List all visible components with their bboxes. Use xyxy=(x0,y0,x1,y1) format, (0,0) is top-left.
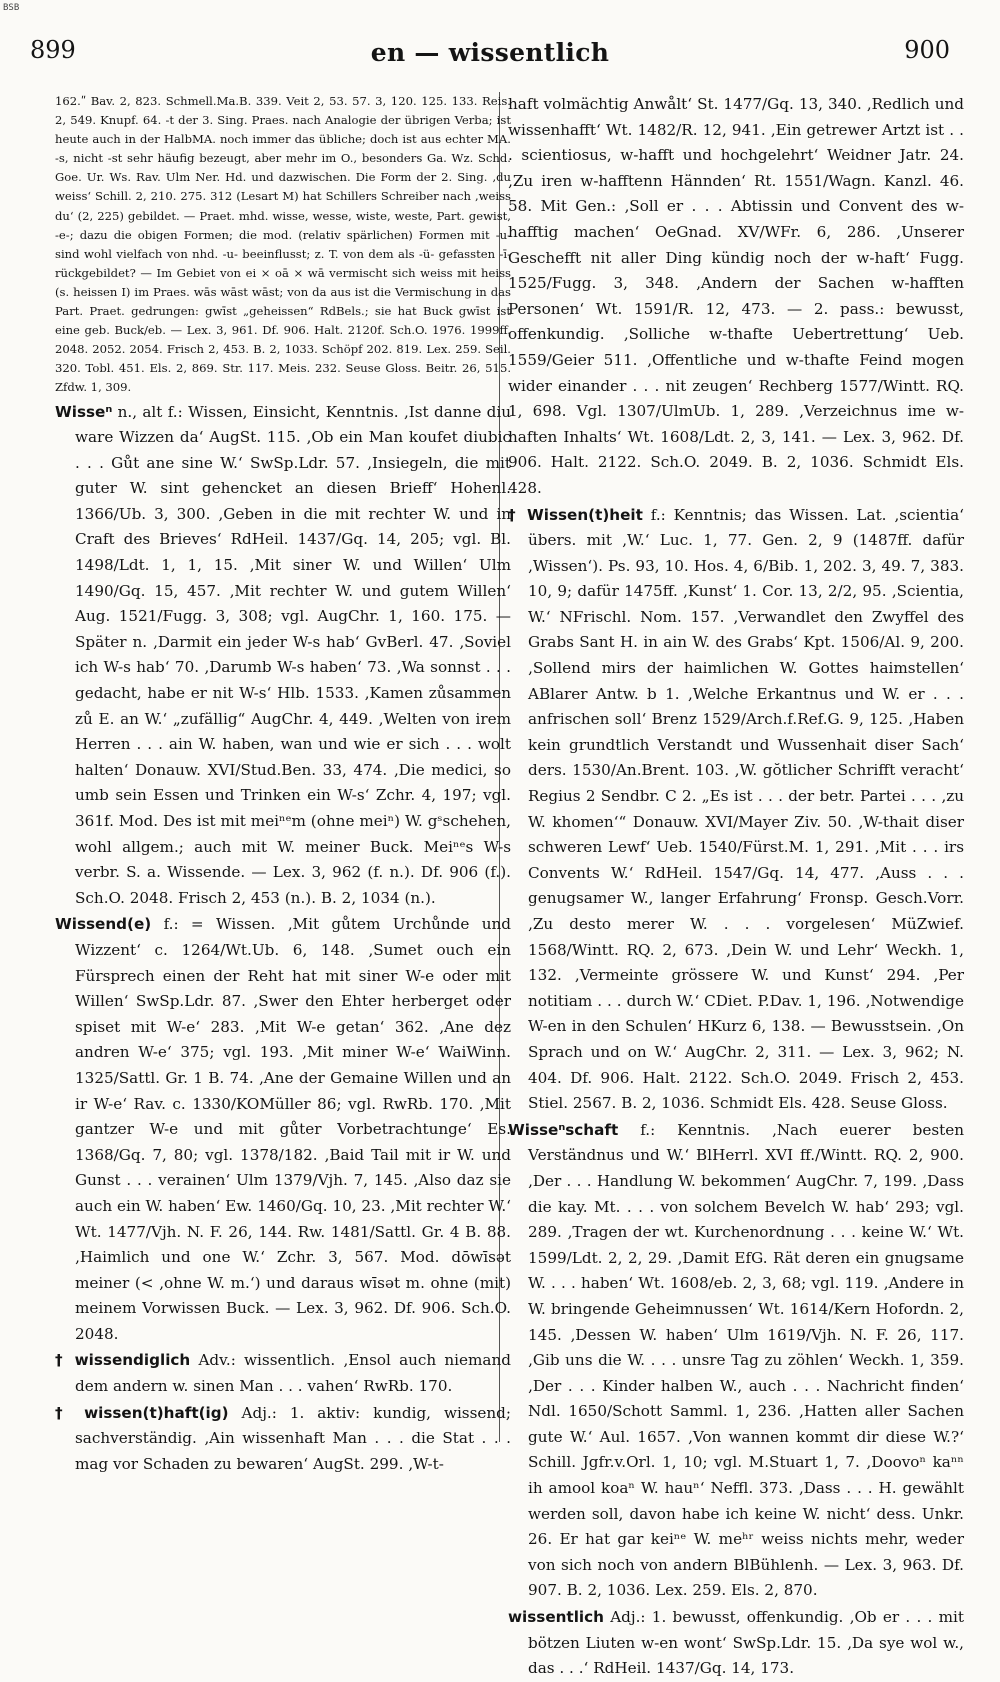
entry-wissen xyxy=(55,400,511,912)
entry-headword: † wissendiglich xyxy=(55,1351,191,1370)
entry-body: Adv.: wissentlich. ‚Ensol auch niemand dem andern w. sinen Man . . . vahen‘ RwRb. 170. xyxy=(75,1351,511,1396)
entry-wissenschaft xyxy=(508,1118,964,1604)
page-header xyxy=(30,36,950,76)
entry-wissentheit xyxy=(508,503,964,1117)
entry-headword: † Wissen(t)heit xyxy=(508,505,643,524)
right-column xyxy=(508,92,965,1678)
page-number-left: 899 xyxy=(30,36,76,64)
entry-wissendiglich xyxy=(55,1348,511,1399)
page-number-right: 900 xyxy=(904,36,950,64)
entry-body: f.: = Wissen. ‚Mit gůtem Urchůnde und Wizzent‘ c. 1264/Wt.Ub. 6, 148. ‚Sumet ouch ein Fürsprech einen der Reht hat mit siner W-e oder mit Willen‘ SwSp.Ldr. 87. ‚Swer den Ehter herberget oder spiset mit W-e‘ 283. ‚Mit W-e getan‘ 362. ‚Ane dez andren W-e‘ 375; vgl. 193. ‚Mit miner W-e‘ WaiWinn. 1325/Sattl. Gr. 1 B. 74. ‚Ane der Gemaine Willen und an ir W-e‘ Rav. c. 1330/KOMüller 86; vgl. RwRb. 170. ‚Mit gantzer W-e und mit gůter Vorbetrachtunge‘ Es. 1368/Gq. 7, 80; vgl. 1378/182. ‚Baid Tail mit ir W. und Gunst . . . verainen‘ Ulm 1379/Vjh. 7, 145. ‚Also daz sie auch ein W. haben‘ Ew. 1460/Gq. 10, 23. ‚Mit rechter W.‘ Wt. 1477/Vjh. N. F. 26, 144. Rw. 1481/Sattl. Gr. 4 B. 88. ‚Haimlich und one W.‘ Zchr. 3, 567. Mod. dōwīsət meiner (< ‚ohne W. m.‘) und daraus wīsət m. ohne (mit) meinem Vorwissen Buck. — Lex. 3, 962. Df. 906. Sch.O. 2048. xyxy=(75,915,511,1343)
entry-body: Adj.: 1. aktiv: kundig, wissend; sachverständig. ‚Ain wissenhaft Man . . . die Stat . . . mag vor Schaden zu bewaren‘ AugSt. 299. ‚W-t- xyxy=(75,1403,512,1473)
entry-body: n., alt f.: Wissen, Einsicht, Kenntnis. ‚Ist danne diu ware Wizzen da‘ AugSt. 115. ‚Ob ein Man koufet diubic . . . Gůt ane sine W.‘ SwSp.Ldr. 57. ‚Insiegeln, die mit guter W. sint gehencket an diesen Brieff‘ Hohenl. 1366/Ub. 3, 300. ‚Geben in die mit rechter W. und in Craft des Brieves‘ RdHeil. 1437/Gq. 14, 205; vgl. Bl. 1498/Ldt. 1, 1, 15. ‚Mit siner W. und Willen‘ Ulm 1490/Gq. 15, 457. ‚Mit rechter W. und gutem Willen‘ Aug. 1521/Fugg. 3, 308; vgl. AugChr. 1, 160. 175. — Später n. ‚Darmit ein jeder W-s hab‘ GvBerl. 47. ‚Soviel ich W-s hab‘ 70. ‚Darumb W-s haben‘ 73. ‚Wa sonnst . . . gedacht, habe er nit W-s‘ Hlb. 1533. ‚Kamen zůsammen zů E. an W.‘ „zufällig“ AugChr. 4, 449. ‚Welten von irem Herren . . . ain W. haben, wan und wie er sich . . . wolt halten‘ Donauw. XVI/Stud.Ben. 33, 474. ‚Die medici, so umb sein Essen und Trinken ein W-s‘ Zchr. 4, 197; vgl. 361f. Mod. Des ist mit meiⁿᵉm (ohne meiⁿ) W. gˢschehen, wohl allgem.; auch mit W. meiner Buck. Meiⁿᵉs W-s verbr. S. a. Wissende. — Lex. 3, 962 (f. n.). Df. 906 (f.). Sch.O. 2048. Frisch 2, 453 (n.). B. 2, 1034 (n.). xyxy=(75,402,512,907)
entry-body: f.: Kenntnis; das Wissen. Lat. ‚scientia‘ übers. mit ‚W.‘ Luc. 1, 77. Gen. 2, 9 (1487ff. dafür ‚Wissen‘). Ps. 93, 10. Hos. 4, 6/Bib. 1, 202. 3, 49. 7, 383. 10, 9; dafür 1475ff. ‚Kunst‘ 1. Cor. 13, 2/2, 95. ‚Scientia, W.‘ NFrischl. Nom. 157. ‚Verwandlet den Zwyffel des Grabs Sant H. in ain W. des Grabs‘ Kpt. 1506/Al. 9, 200. ‚Sollend mirs der haimlichen W. Gottes haimstellen‘ ABlarer Antw. b 1. ‚Welche Erkantnus und W. er . . . anfrischen soll‘ Brenz 1529/Arch.f.Ref.G. 9, 125. ‚Haben kein grundtlich Verstandt und Wussenhait diser Sach‘ ders. 1530/An.Brent. 103. ‚W. gŏtlicher Schrifft veracht‘ Regius 2 Sendbr. C 2. „Es ist . . . der betr. Partei . . . ‚zu W. khomen‘“ Donauw. XVI/Mayer Ziv. 50. ‚W-thait diser schweren Lewf‘ Ueb. 1540/Fürst.M. 1, 291. ‚Mit . . . irs Convents W.‘ RdHeil. 1547/Gq. 14, 477. ‚Auss . . . genugsamer W., langer Erfahrung‘ Fronsp. Gesch.Vorr. ‚Zu desto merer W. . . . vorgelesen‘ MüZwief. 1568/Wintt. RQ. 2, 673. ‚Dein W. und Lehr‘ Weckh. 1, 132. ‚Vermeinte grössere W. und Kunst‘ 294. ‚Per notitiam . . . durch W.‘ CDiet. P.Dav. 1, 196. ‚Notwendige W-en in den Schulen‘ HKurz 6, 138. — Bewusstsein. ‚On Sprach und on W.‘ AugChr. 2, 311. — Lex. 3, 962; N. 404. Df. 906. Halt. 2122. Sch.O. 2049. Frisch 2, 453. Stiel. 2567. B. 2, 1036. Schmidt Els. 428. Seuse Gloss. xyxy=(528,505,964,1113)
entry-headword: † wissen(t)haft(ig) xyxy=(55,1403,229,1422)
left-column xyxy=(55,92,511,1487)
entry-body: f.: Kenntnis. ‚Nach euerer besten Verständnus und W.‘ BlHerrl. XVI ff./Wintt. RQ. 2, 900. ‚Der . . . Handlung W. bekommen‘ AugChr. 7, 199. ‚Dass die kay. Mt. . . . von solchem Bevelch W. hab‘ 293; vgl. 289. ‚Tragen der wt. Kurchenordnung . . . keine W.‘ Wt. 1599/Ldt. 2, 2, 29. ‚Damit EfG. Rät deren ein gnugsame W. . . . haben‘ Wt. 1608/eb. 2, 3, 68; vgl. 119. ‚Andere in W. bringende Geheimnussen‘ Wt. 1614/Kern Hofordn. 2, 145. ‚Dessen W. haben‘ Ulm 1619/Vjh. N. F. 26, 117. ‚Gib uns die W. . . . unsre Tag zu zöhlen‘ Weckh. 1, 359. ‚Der . . . Kinder halben W., auch . . . Nachricht finden‘ Ndl. 1650/Schott Samml. 1, 236. ‚Hatten aller Sachen gute W.‘ Aul. 1657. ‚Von wannen kommt dir diese W.?‘ Schill. Jgfr.v.Orl. 1, 10; vgl. M.Stuart 1, 7. ‚Doovoⁿ kaⁿⁿ ih amool koaⁿ W. hauⁿ‘ Neffl. 373. ‚Dass . . . H. gewählt werden soll, davon habe ich keine W. nicht‘ dess. Unkr. 26. Er hat gar keiⁿᵉ W. meʰʳ weiss nichts mehr, weder von sich noch von andern BlBühlenh. — Lex. 3, 963. Df. 907. B. 2, 1036. Lex. 259. Els. 2, 870. xyxy=(528,1120,965,1600)
entry-headword: Wisseⁿ xyxy=(55,402,113,421)
entry-wissenthaftig xyxy=(55,1401,511,1478)
entry-wissende xyxy=(55,912,511,1347)
entry-headword: wissentlich xyxy=(508,1608,604,1627)
running-head: en — wissentlich xyxy=(370,38,610,67)
etymology-note: 162.ʺ Bav. 2, 823. Schmell.Ma.B. 339. Veit 2, 53. 57. 3, 120. 125. 133. Reis. 2, 549. Knupf. 64. -t der 3. Sing. Praes. nach Analogie der übrigen Verba; ist heute auch in der HalbMA. noch immer das übliche; doch ist aus echter MA. -s, nicht -st sehr häufig bezeugt, aber mehr im O., besonders Ga. Wz. Schd. Goe. Ur. Ws. Rav. Ulm Ner. Hd. und dazwischen. Die Form der 2. Sing. ‚du weiss‘ Schill. 2, 210. 275. 312 (Lesart M) hat Schillers Schreiber nach ‚weiss du‘ (2, 225) gebildet. — Praet. mhd. wisse, wesse, wiste, weste, Part. gewist, -e-; dazu die obigen Formen; die mod. (relativ spärlichen) Formen mit -u- sind wohl vielfach von nhd. -u- beeinflusst; z. T. von dem als -ü- gefassten -ī- rückgebildet? — Im Gebiet von ei × oā × wā vermischt sich weiss mit heiss (s. heissen I) im Praes. wās wāst wāst; von da aus ist die Vermischung in das Part. Praet. gedrungen: gwīst „geheissen“ RdBels.; sie hat Buck gwīst ist eine geb. Buck/eb. — Lex. 3, 961. Df. 906. Halt. 2120f. Sch.O. 1976. 1999ff. 2048. 2052. 2054. Frisch 2, 453. B. 2, 1033. Schöpf 202. 819. Lex. 259. Seil. 320. Tobl. 451. Els. 2, 869. Str. 117. Meis. 232. Seuse Gloss. Beitr. 26, 515. Zfdw. 1, 309. xyxy=(55,94,511,395)
entry-body: Adj.: 1. bewusst, offenkundig. ‚Ob er . . . mit bötzen Liuten w-en wont‘ SwSp.Ldr. 15. ‚Da sye wol w., das . . .‘ RdHeil. 1437/Gq. 14, 173. xyxy=(528,1608,964,1678)
entry-continuation: haft volmächtig Anwålt‘ St. 1477/Gq. 13, 340. ‚Redlich und wissenhafft‘ Wt. 1482/R. 12, 941. ‚Ein getrewer Artzt ist . . . scientiosus, w-hafft und hochgelehrt‘ Weidner Jatr. 24. ‚Zu iren w-hafftenn Hännden‘ Rt. 1551/Wagn. Kanzl. 46. 58. Mit Gen.: ‚Soll er . . . Abtissin und Convent des w-hafftig machen‘ OeGnad. XV/WFr. 6, 286. ‚Unserer Geschefft nit aller Ding kündig noch der w-haft‘ Fugg. 1525/Fugg. 3, 348. ‚Andern der Sachen w-hafften Personen‘ Wt. 1591/R. 12, 473. — 2. pass.: bewusst, offenkundig. ‚Solliche w-thafte Uebertrettung‘ Ueb. 1559/Geier 511. ‚Offentliche und w-thafte Feind mogen wider einander . . . nit zeugen‘ Rechberg 1577/Wintt. RQ. 1, 698. Vgl. 1307/UlmUb. 1, 289. ‚Verzeichnus ime w-haften Inhalts‘ Wt. 1608/Ldt. 2, 3, 141. — Lex. 3, 962. Df. 906. Halt. 2122. Sch.O. 2049. B. 2, 1036. Schmidt Els. 428. xyxy=(508,95,964,497)
entry-headword: Wisseⁿschaft xyxy=(508,1120,619,1139)
library-stamp: BSB xyxy=(3,3,20,13)
entry-headword: Wissend(e) xyxy=(55,915,152,934)
entry-wissentlich xyxy=(508,1605,964,1682)
